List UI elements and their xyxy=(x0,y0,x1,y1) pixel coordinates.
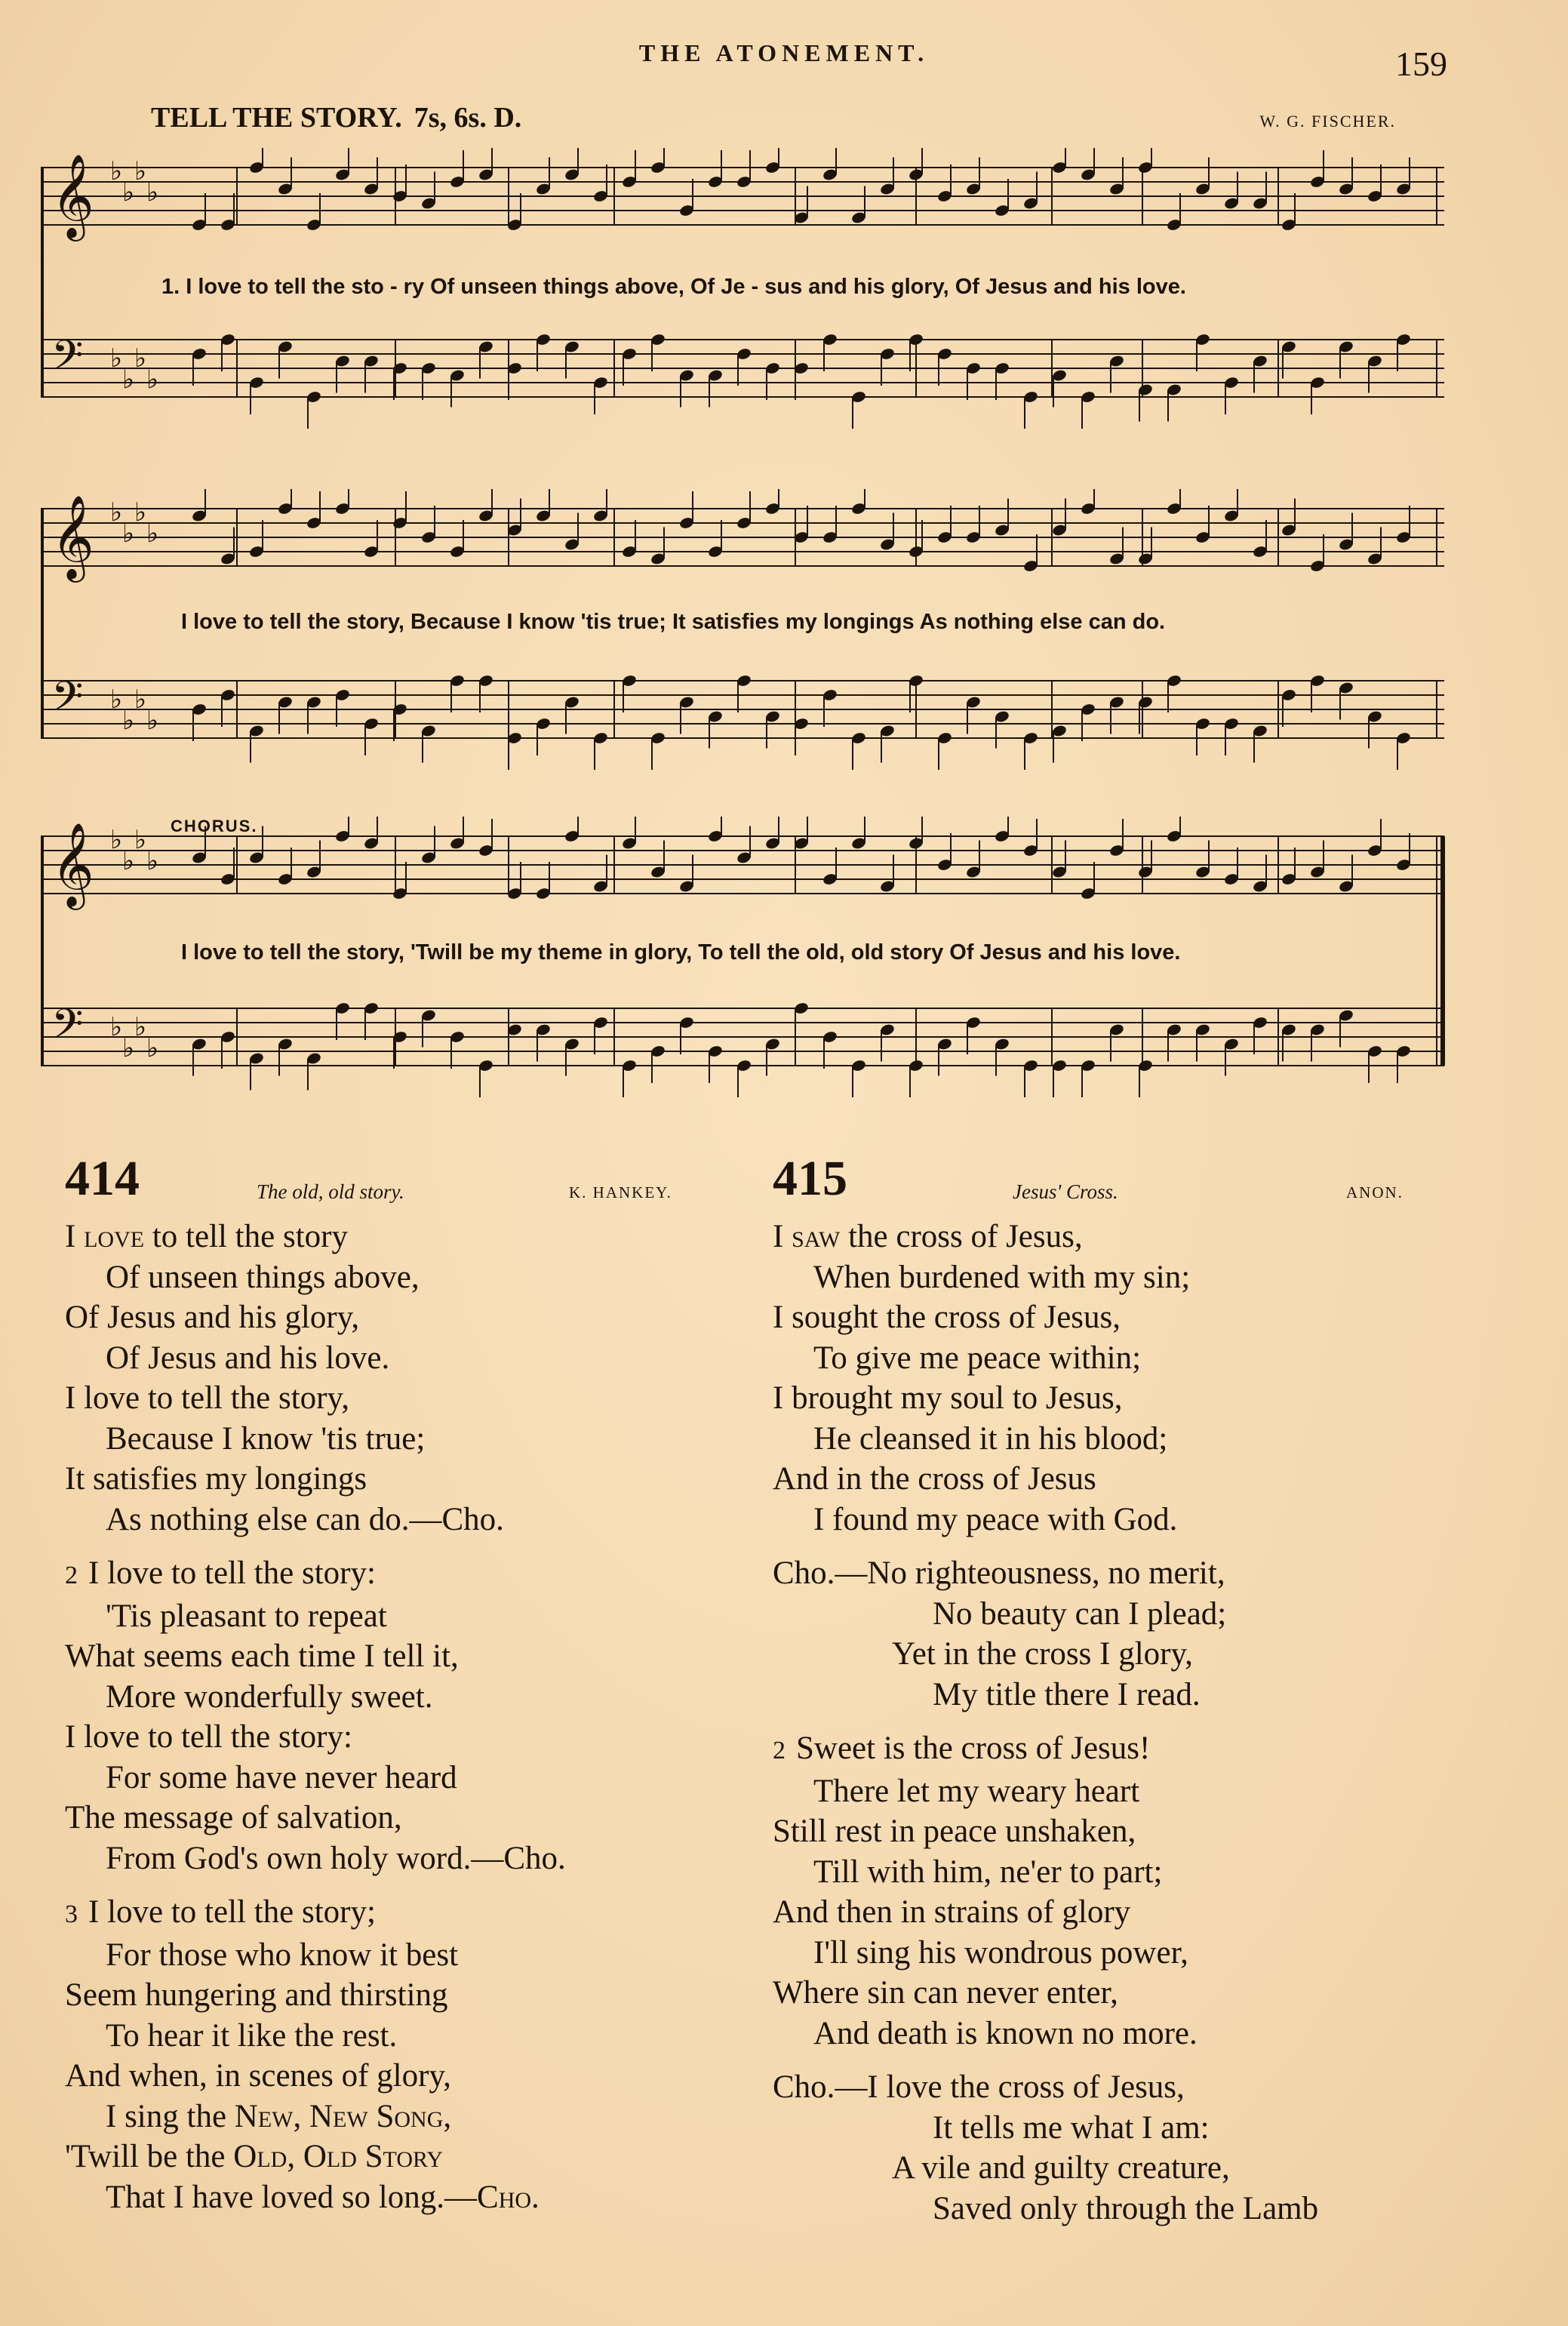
stanza-line: To give me peace within; xyxy=(813,1340,1142,1376)
stanza-2 xyxy=(773,1728,1527,2054)
running-head: THE ATONEMENT. xyxy=(638,39,930,66)
page-number: 159 xyxy=(1395,45,1447,83)
stanza-line: Of Jesus and his love. xyxy=(106,1340,390,1376)
music-system-3 xyxy=(41,817,1447,1134)
stanza-line: More wonderfully sweet. xyxy=(106,1678,433,1715)
stanza-line: Because I know 'tis true; xyxy=(106,1420,426,1457)
stanza-line: The message of salvation, xyxy=(65,1800,402,1835)
flat-icon: ♭ xyxy=(110,1012,123,1042)
verse-number: 3 xyxy=(65,1900,78,1928)
music-system-2 xyxy=(41,489,1447,791)
stanza-line: Of Jesus and his glory, xyxy=(65,1300,360,1335)
stanza-line: 'Tis pleasant to repeat xyxy=(106,1598,387,1634)
flat-icon: ♭ xyxy=(110,825,123,855)
lyric-line-2: I love to tell the story, Because I know 'tis true; It satisfies my longings As nothing else can do. xyxy=(181,610,1166,634)
flat-icon: ♭ xyxy=(122,518,135,549)
bass-clef-icon: 𝄢 xyxy=(51,1000,84,1058)
stanza-line: Seem hungering and thirsting xyxy=(65,1977,448,2013)
flat-icon: ♭ xyxy=(122,1033,135,1063)
flat-icon: ♭ xyxy=(134,156,147,186)
staff-graphic-3 xyxy=(41,817,1447,1134)
stanza-line: He cleansed it in his blood; xyxy=(813,1420,1168,1457)
flat-icon: ♭ xyxy=(146,518,159,549)
staff-graphic-1 xyxy=(41,148,1447,457)
verse-number: 2 xyxy=(773,1737,786,1764)
tune-title xyxy=(151,101,521,134)
stanza-line: I'll sing his wondrous power, xyxy=(813,1934,1188,1971)
stanza-2 xyxy=(65,1553,759,1878)
stanza-line: And when, in scenes of glory, xyxy=(65,2058,451,2094)
tune-meter: 7s, 6s. D. xyxy=(414,102,522,134)
hymn-number: 415 xyxy=(773,1151,847,1206)
stanza-line: Saved only through the Lamb xyxy=(933,2190,1319,2226)
stanza-line: Of unseen things above, xyxy=(106,1259,420,1295)
flat-icon: ♭ xyxy=(146,706,159,736)
treble-staff xyxy=(41,489,1444,573)
stanza-1 xyxy=(65,1217,759,1540)
stanza-line: I sought the cross of Jesus, xyxy=(773,1300,1121,1335)
stanza-line: I brought my soul to Jesus, xyxy=(773,1380,1123,1416)
stanza-line: No beauty can I plead; xyxy=(933,1595,1227,1632)
flat-icon: ♭ xyxy=(122,365,135,395)
flat-icon: ♭ xyxy=(110,685,123,715)
stanza-line: I love to tell the story, xyxy=(65,1380,349,1416)
stanza-line: 3 I love to tell the story; xyxy=(65,1894,376,1930)
stanza-1 xyxy=(773,1217,1527,1540)
stanza-line: 'Twill be the Old, Old Story xyxy=(65,2139,444,2174)
flat-icon: ♭ xyxy=(134,825,147,855)
hymn-author: K. HANKEY. xyxy=(569,1183,672,1201)
treble-staff xyxy=(41,148,1444,232)
stanza-line: What seems each time I tell it, xyxy=(65,1638,459,1674)
hymn-415-header xyxy=(773,1150,1527,1211)
stanza-line: And then in strains of glory xyxy=(773,1894,1131,1930)
hymn-title: The old, old story. xyxy=(257,1180,404,1203)
stanza-line: As nothing else can do.—Cho. xyxy=(106,1501,504,1537)
stanza-line: That I have loved so long.—Cho. xyxy=(106,2179,540,2215)
stanza-line: I found my peace with God. xyxy=(813,1501,1178,1537)
hymn-number: 414 xyxy=(65,1151,140,1206)
stanza-line: There let my weary heart xyxy=(813,1773,1140,1809)
flat-icon: ♭ xyxy=(134,1012,147,1042)
stanza-line: When burdened with my sin; xyxy=(813,1259,1191,1295)
stanza-line: For some have never heard xyxy=(106,1759,457,1795)
stanza-line: I love to tell the story xyxy=(65,1219,348,1254)
stanza-line: From God's own holy word.—Cho. xyxy=(106,1840,566,1876)
composer: W. G. FISCHER. xyxy=(1259,112,1396,131)
flat-icon: ♭ xyxy=(146,846,159,876)
flat-icon: ♭ xyxy=(122,177,135,208)
treble-clef-icon: 𝄞 xyxy=(51,494,94,579)
flat-icon: ♭ xyxy=(146,177,159,208)
stanza-line: Yet in the cross I glory, xyxy=(892,1636,1193,1672)
verse-number: 2 xyxy=(65,1561,78,1589)
stanza-line: Till with him, ne'er to part; xyxy=(813,1854,1163,1890)
stanza-line: It satisfies my longings xyxy=(65,1461,367,1497)
hymn-414 xyxy=(65,1150,759,2217)
hymn-title: Jesus' Cross. xyxy=(1013,1180,1118,1203)
treble-clef-icon: 𝄞 xyxy=(51,822,94,906)
flat-icon: ♭ xyxy=(134,343,147,374)
flat-icon: ♭ xyxy=(134,497,147,528)
bass-staff xyxy=(41,674,1444,770)
flat-icon: ♭ xyxy=(146,365,159,395)
stanza-line: Cho.—I love the cross of Jesus, xyxy=(773,2069,1185,2105)
chorus-2 xyxy=(773,2067,1527,2229)
tune-name: TELL THE STORY. xyxy=(151,102,402,134)
flat-icon: ♭ xyxy=(146,1033,159,1063)
bass-clef-icon: 𝄢 xyxy=(51,331,84,389)
chorus-label: CHORUS. xyxy=(171,817,258,835)
stanza-line: I love to tell the story: xyxy=(65,1719,352,1755)
stanza-line: Where sin can never enter, xyxy=(773,1975,1118,2011)
hymn-author: ANON. xyxy=(1346,1183,1404,1201)
stanza-line: For those who know it best xyxy=(106,1937,459,1973)
bass-staff xyxy=(41,333,1444,429)
stanza-line: To hear it like the rest. xyxy=(106,2017,398,2054)
bass-staff xyxy=(41,1001,1444,1097)
stanza-line: My title there I read. xyxy=(933,1676,1201,1712)
staff-graphic-2 xyxy=(41,489,1447,791)
stanza-line: And in the cross of Jesus xyxy=(773,1461,1096,1497)
flat-icon: ♭ xyxy=(110,156,123,186)
bass-clef-icon: 𝄢 xyxy=(51,672,84,731)
lyric-line-3: I love to tell the story, 'Twill be my theme in glory, To tell the old, old story Of Jesus and his love. xyxy=(181,940,1181,965)
stanza-line: It tells me what I am: xyxy=(933,2109,1210,2146)
flat-icon: ♭ xyxy=(110,343,123,374)
lyric-line-1: 1. I love to tell the sto - ry Of unseen things above, Of Je - sus and his glory, Of Jesus and his love. xyxy=(161,275,1186,299)
stanza-line: 2 I love to tell the story: xyxy=(65,1555,376,1591)
music-system-1 xyxy=(41,148,1447,457)
stanza-line: 2 Sweet is the cross of Jesus! xyxy=(773,1731,1151,1766)
stanza-3 xyxy=(65,1892,759,2217)
flat-icon: ♭ xyxy=(122,706,135,736)
stanza-line: I sing the New, New Song, xyxy=(106,2098,452,2134)
treble-clef-icon: 𝄞 xyxy=(51,153,94,238)
chorus-1 xyxy=(773,1553,1527,1715)
stanza-line: Cho.—No righteousness, no merit, xyxy=(773,1555,1225,1591)
stanza-line: I saw the cross of Jesus, xyxy=(773,1219,1083,1254)
hymn-415 xyxy=(773,1150,1527,2229)
flat-icon: ♭ xyxy=(110,497,123,528)
stanza-line: Still rest in peace unshaken, xyxy=(773,1814,1136,1849)
flat-icon: ♭ xyxy=(122,846,135,876)
stanza-line: A vile and guilty creature, xyxy=(892,2150,1230,2186)
hymn-414-header xyxy=(65,1150,759,1211)
stanza-line: And death is known no more. xyxy=(813,2015,1198,2051)
flat-icon: ♭ xyxy=(134,685,147,715)
